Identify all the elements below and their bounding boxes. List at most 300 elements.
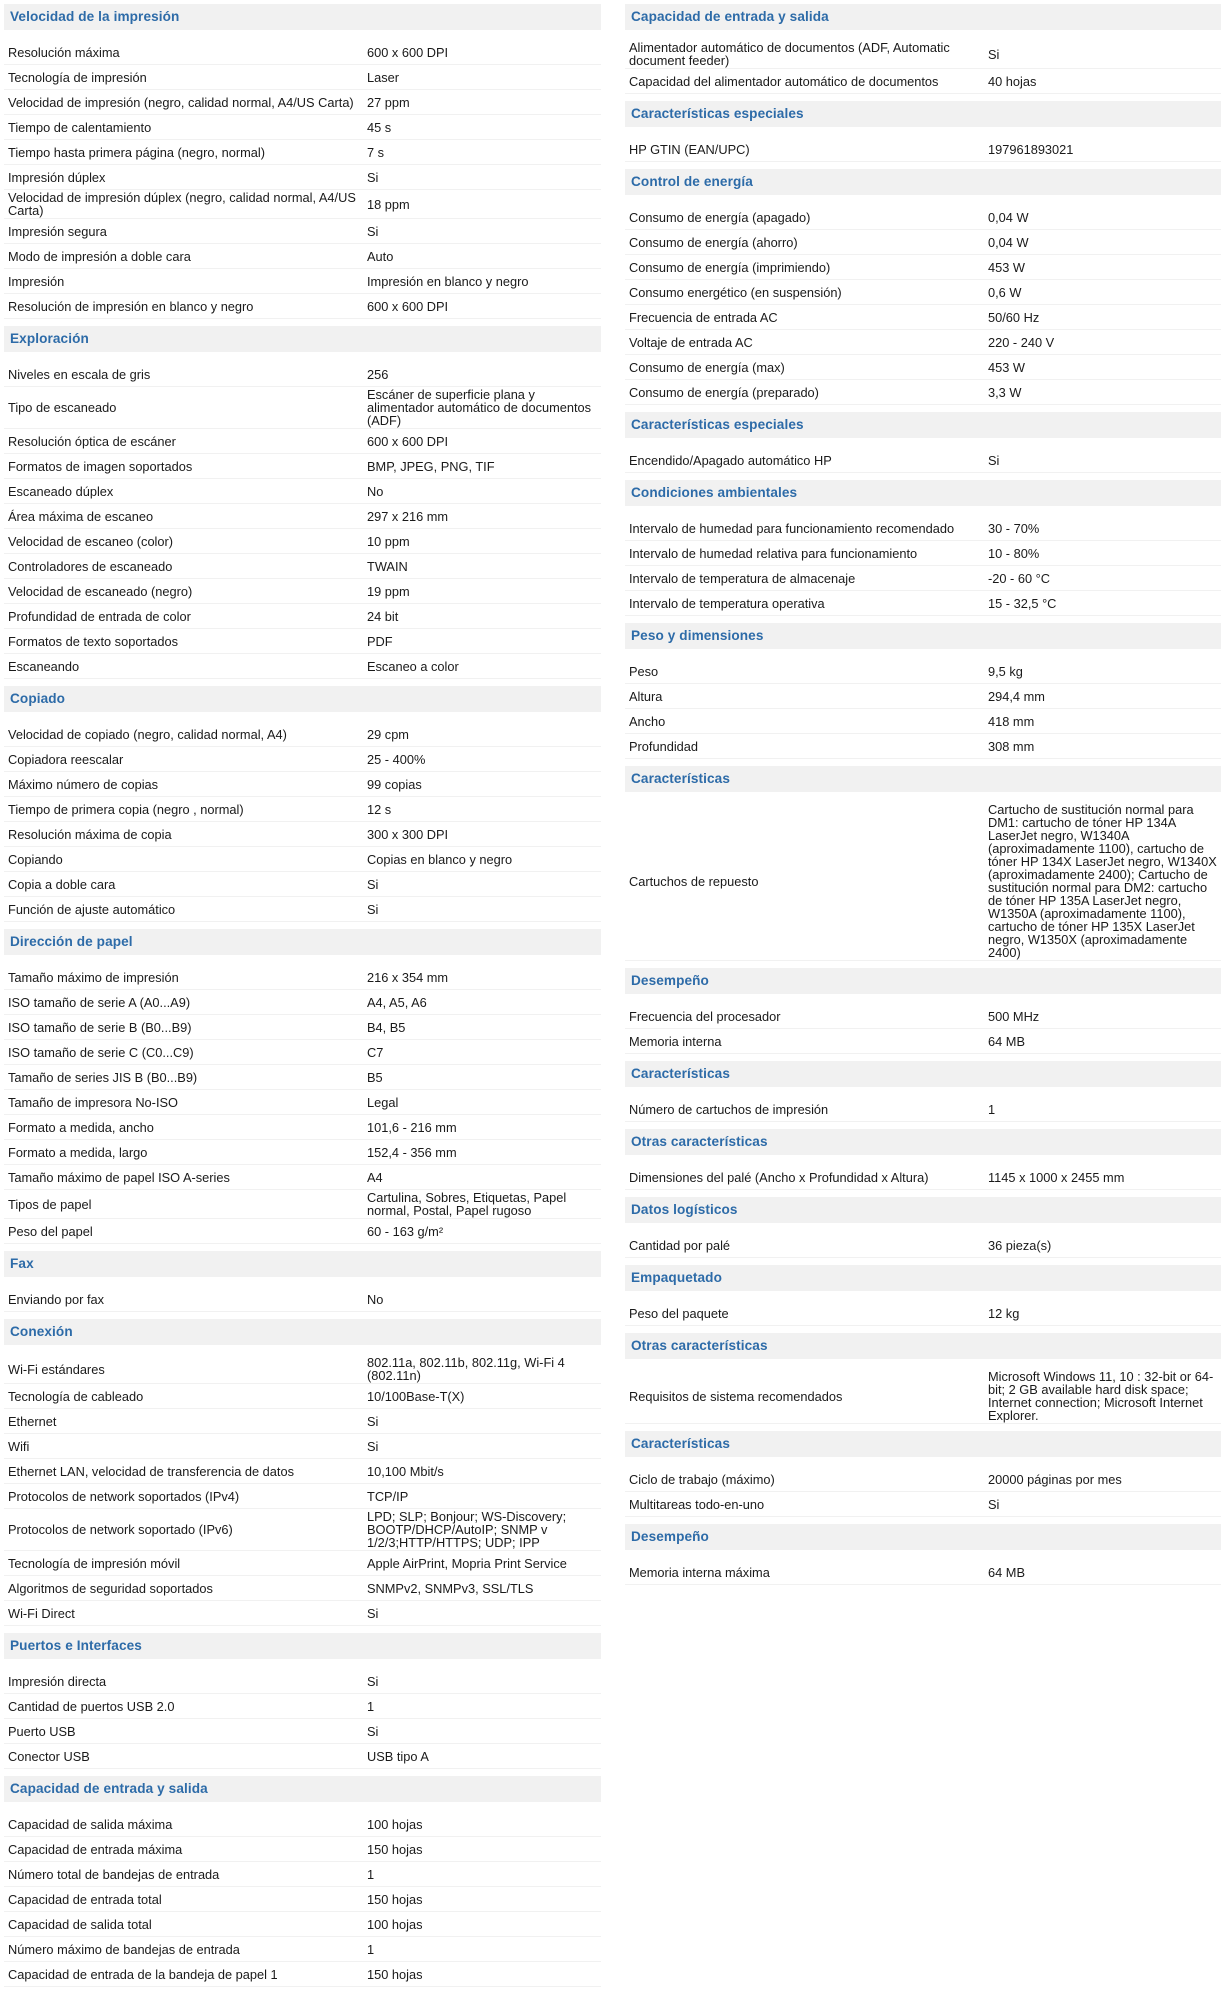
section-title: Empaquetado	[625, 1265, 1221, 1291]
section-title: Dirección de papel	[4, 929, 601, 955]
spec-row	[625, 1492, 1221, 1517]
spec-label: Intervalo de humedad para funcionamiento recomendado	[629, 520, 955, 536]
spec-value: 24 bit	[367, 608, 399, 624]
spec-label: Función de ajuste automático	[8, 901, 176, 917]
spec-value: 50/60 Hz	[988, 309, 1040, 325]
spec-row	[4, 1812, 601, 1837]
spec-value: Microsoft Windows 11, 10 : 32-bit or 64-bit; 2 GB available hard disk space; Internet connection; Microsoft Internet Explorer.	[988, 1369, 1214, 1423]
spec-row	[4, 1409, 601, 1434]
spec-label: Tecnología de cableado	[8, 1388, 144, 1404]
spec-value: 10 - 80%	[988, 545, 1040, 561]
spec-label: Capacidad de entrada total	[8, 1891, 162, 1907]
spec-value: PDF	[367, 633, 393, 649]
spec-row	[4, 965, 601, 990]
spec-value: 1	[367, 1698, 375, 1714]
spec-value: A4, A5, A6	[367, 994, 427, 1010]
spec-value: 294,4 mm	[988, 688, 1045, 704]
spec-row	[625, 1560, 1221, 1585]
spec-row	[625, 709, 1221, 734]
spec-value: 1	[367, 1866, 375, 1882]
spec-row	[625, 516, 1221, 541]
spec-row	[4, 1219, 601, 1244]
spec-section	[625, 169, 1221, 405]
spec-label: Wi-Fi estándares	[8, 1361, 105, 1377]
spec-row	[4, 362, 601, 387]
spec-row	[4, 1576, 601, 1601]
spec-label: Velocidad de impresión dúplex (negro, calidad normal, A4/US Carta)	[8, 190, 356, 218]
section-title: Exploración	[4, 326, 601, 352]
spec-label: Capacidad de salida máxima	[8, 1816, 173, 1832]
spec-label: Número total de bandejas de entrada	[8, 1866, 220, 1882]
spec-value: No	[367, 1291, 384, 1307]
spec-row	[4, 90, 601, 115]
spec-value: 27 ppm	[367, 94, 410, 110]
spec-row	[4, 847, 601, 872]
spec-section	[625, 480, 1221, 616]
spec-label: Tamaño máximo de papel ISO A-series	[8, 1169, 230, 1185]
spec-value: Si	[367, 223, 379, 239]
spec-row	[4, 554, 601, 579]
spec-value: 12 kg	[988, 1305, 1020, 1321]
spec-row	[625, 1301, 1221, 1326]
section-title: Características especiales	[625, 101, 1221, 127]
spec-row	[4, 897, 601, 922]
spec-row	[4, 1862, 601, 1887]
spec-row	[4, 1190, 601, 1219]
spec-label: ISO tamaño de serie A (A0...A9)	[8, 994, 191, 1010]
spec-value: A4	[367, 1169, 383, 1185]
spec-label: Peso	[629, 663, 659, 679]
spec-value: Cartulina, Sobres, Etiquetas, Papel normal, Postal, Papel rugoso	[367, 1190, 567, 1218]
spec-value: Auto	[367, 248, 394, 264]
section-title: Desempeño	[625, 1524, 1221, 1550]
spec-label: Velocidad de copiado (negro, calidad normal, A4)	[8, 726, 287, 742]
spec-value: Si	[367, 169, 379, 185]
spec-value: Si	[988, 46, 1000, 62]
spec-row	[625, 1029, 1221, 1054]
spec-value: 100 hojas	[367, 1916, 423, 1932]
spec-value: 150 hojas	[367, 1891, 423, 1907]
spec-value: No	[367, 483, 384, 499]
spec-label: Conector USB	[8, 1748, 90, 1764]
spec-value: Laser	[367, 69, 400, 85]
spec-row	[625, 305, 1221, 330]
spec-row	[4, 387, 601, 429]
spec-label: Frecuencia de entrada AC	[629, 309, 778, 325]
spec-row	[4, 747, 601, 772]
spec-label: Requisitos de sistema recomendados	[629, 1388, 843, 1404]
spec-row	[4, 1459, 601, 1484]
spec-section	[625, 1061, 1221, 1122]
section-title: Fax	[4, 1251, 601, 1277]
spec-value: SNMPv2, SNMPv3, SSL/TLS	[367, 1580, 534, 1596]
spec-value: 418 mm	[988, 713, 1035, 729]
spec-label: Alimentador automático de documentos (ADF, Automatic document feeder)	[629, 40, 950, 68]
spec-row	[4, 1115, 601, 1140]
spec-row	[4, 65, 601, 90]
spec-column-left	[4, 4, 601, 1994]
spec-value: 100 hojas	[367, 1816, 423, 1832]
spec-row	[625, 330, 1221, 355]
spec-value: -20 - 60 °C	[988, 570, 1051, 586]
spec-value: 802.11a, 802.11b, 802.11g, Wi-Fi 4 (802.11n)	[367, 1355, 565, 1383]
spec-value: 10,100 Mbit/s	[367, 1463, 444, 1479]
spec-label: Niveles en escala de gris	[8, 366, 151, 382]
spec-value: 25 - 400%	[367, 751, 426, 767]
spec-row	[625, 1004, 1221, 1029]
spec-row	[4, 604, 601, 629]
spec-label: Velocidad de escaneado (negro)	[8, 583, 193, 599]
spec-row	[4, 822, 601, 847]
spec-row	[4, 1962, 601, 1987]
spec-row	[625, 205, 1221, 230]
spec-row	[4, 1601, 601, 1626]
spec-label: Copia a doble cara	[8, 876, 116, 892]
spec-value: Si	[367, 901, 379, 917]
section-title: Puertos e Interfaces	[4, 1633, 601, 1659]
spec-label: Consumo de energía (apagado)	[629, 209, 811, 225]
spec-value: Si	[367, 1605, 379, 1621]
spec-label: Capacidad de entrada máxima	[8, 1841, 183, 1857]
spec-row	[4, 479, 601, 504]
spec-label: Velocidad de impresión (negro, calidad normal, A4/US Carta)	[8, 94, 354, 110]
spec-row	[4, 1694, 601, 1719]
spec-label: Resolución de impresión en blanco y negro	[8, 298, 254, 314]
spec-row	[4, 629, 601, 654]
spec-row	[4, 1912, 601, 1937]
spec-section	[4, 1319, 601, 1626]
spec-row	[4, 797, 601, 822]
spec-value: 10 ppm	[367, 533, 410, 549]
spec-label: Formatos de texto soportados	[8, 633, 179, 649]
spec-value: 1145 x 1000 x 2455 mm	[988, 1169, 1125, 1185]
spec-row	[4, 1287, 601, 1312]
spec-label: Consumo energético (en suspensión)	[629, 284, 842, 300]
spec-row	[4, 1744, 601, 1769]
spec-value: 453 W	[988, 359, 1025, 375]
spec-label: Tiempo de primera copia (negro , normal)	[8, 801, 244, 817]
spec-label: Cantidad por palé	[629, 1237, 731, 1253]
spec-value: 150 hojas	[367, 1841, 423, 1857]
spec-value: 15 - 32,5 °C	[988, 595, 1057, 611]
spec-label: Intervalo de temperatura operativa	[629, 595, 825, 611]
spec-row	[625, 280, 1221, 305]
spec-row	[625, 380, 1221, 405]
section-title: Peso y dimensiones	[625, 623, 1221, 649]
spec-row	[4, 1719, 601, 1744]
spec-label: Máximo número de copias	[8, 776, 159, 792]
spec-value: Impresión en blanco y negro	[367, 273, 529, 289]
spec-value: 300 x 300 DPI	[367, 826, 449, 842]
section-title: Desempeño	[625, 968, 1221, 994]
spec-section	[4, 4, 601, 319]
spec-label: Tamaño máximo de impresión	[8, 969, 179, 985]
section-title: Copiado	[4, 686, 601, 712]
spec-row	[4, 1509, 601, 1551]
spec-row	[4, 269, 601, 294]
spec-row	[625, 448, 1221, 473]
spec-label: Multitareas todo-en-uno	[629, 1496, 765, 1512]
spec-label: Altura	[629, 688, 663, 704]
spec-label: Tipos de papel	[8, 1196, 92, 1212]
spec-label: Peso del paquete	[629, 1305, 729, 1321]
spec-value: 600 x 600 DPI	[367, 44, 449, 60]
section-title: Capacidad de entrada y salida	[4, 1776, 601, 1802]
spec-section	[625, 968, 1221, 1054]
spec-label: Tiempo de calentamiento	[8, 119, 152, 135]
spec-row	[4, 1015, 601, 1040]
spec-value: Copias en blanco y negro	[367, 851, 513, 867]
spec-label: Protocolos de network soportado (IPv6)	[8, 1522, 233, 1537]
spec-value: 0,04 W	[988, 234, 1029, 250]
spec-label: Tamaño de impresora No-ISO	[8, 1094, 178, 1110]
spec-row	[625, 1369, 1221, 1424]
spec-label: Tipo de escaneado	[8, 400, 117, 415]
spec-row	[4, 1065, 601, 1090]
spec-label: Consumo de energía (preparado)	[629, 384, 819, 400]
spec-value: 64 MB	[988, 1033, 1025, 1049]
spec-row	[625, 566, 1221, 591]
spec-label: Puerto USB	[8, 1723, 76, 1739]
spec-label: Tecnología de impresión móvil	[8, 1555, 181, 1571]
spec-label: Voltaje de entrada AC	[629, 334, 753, 350]
spec-label: Ethernet	[8, 1413, 57, 1429]
spec-value: 308 mm	[988, 738, 1035, 754]
spec-row	[4, 529, 601, 554]
spec-label: Peso del papel	[8, 1223, 93, 1239]
spec-value: 99 copias	[367, 776, 422, 792]
spec-row	[4, 40, 601, 65]
spec-label: Capacidad del alimentador automático de documentos	[629, 73, 939, 89]
spec-value: 20000 páginas por mes	[988, 1471, 1122, 1487]
spec-row	[4, 722, 601, 747]
spec-label: Impresión dúplex	[8, 169, 106, 185]
spec-value: TWAIN	[367, 558, 408, 574]
spec-value: BMP, JPEG, PNG, TIF	[367, 458, 495, 474]
spec-label: Resolución máxima de copia	[8, 826, 172, 842]
spec-row	[4, 1551, 601, 1576]
spec-value: Legal	[367, 1094, 399, 1110]
spec-value: 1	[367, 1941, 375, 1957]
spec-section	[625, 623, 1221, 759]
spec-value: 10/100Base-T(X)	[367, 1388, 465, 1404]
spec-value: Si	[367, 1413, 379, 1429]
spec-label: Ciclo de trabajo (máximo)	[629, 1471, 775, 1487]
spec-row	[625, 734, 1221, 759]
spec-label: Número máximo de bandejas de entrada	[8, 1941, 240, 1957]
spec-label: Memoria interna	[629, 1033, 722, 1049]
spec-section	[625, 412, 1221, 473]
spec-label: Tiempo hasta primera página (negro, normal)	[8, 144, 266, 160]
spec-value: LPD; SLP; Bonjour; WS-Discovery; BOOTP/DHCP/AutoIP; SNMP v 1/2/3;HTTP/HTTPS; UDP; IPP	[367, 1509, 567, 1550]
spec-row	[4, 140, 601, 165]
spec-row	[625, 541, 1221, 566]
spec-value: Cartucho de sustitución normal para DM1: cartucho de tóner HP 134A LaserJet negro, W1340A (aproximadamente 1100), cartucho de tóner HP 134X LaserJet negro, W1340X (aproximadamente 2400); Cartucho de sustitución normal para DM2: cartucho de tóner HP 135A LaserJet negro, W1350A (aproximadamente 1100), cartucho de tóner HP 135X LaserJet negro, W1350X (aproximadamente 2400)	[988, 802, 1217, 960]
spec-value: 500 MHz	[988, 1008, 1040, 1024]
spec-value: Si	[988, 452, 1000, 468]
spec-section	[4, 929, 601, 1244]
spec-value: 0,6 W	[988, 284, 1022, 300]
spec-row	[4, 772, 601, 797]
spec-value: 1	[988, 1101, 996, 1117]
section-title: Velocidad de la impresión	[4, 4, 601, 30]
spec-row	[625, 659, 1221, 684]
spec-row	[4, 1484, 601, 1509]
spec-label: Wi-Fi Direct	[8, 1605, 75, 1621]
spec-label: Tamaño de series JIS B (B0...B9)	[8, 1069, 198, 1085]
spec-value: Escáner de superficie plana y alimentador automático de documentos (ADF)	[367, 387, 592, 428]
spec-row	[625, 355, 1221, 380]
spec-label: Ancho	[629, 713, 666, 729]
section-title: Capacidad de entrada y salida	[625, 4, 1221, 30]
spec-label: Protocolos de network soportados (IPv4)	[8, 1488, 240, 1504]
spec-label: Formatos de imagen soportados	[8, 458, 193, 474]
spec-label: Encendido/Apagado automático HP	[629, 452, 832, 468]
spec-label: Consumo de energía (ahorro)	[629, 234, 798, 250]
spec-label: Controladores de escaneado	[8, 558, 173, 574]
spec-section	[625, 766, 1221, 961]
spec-value: Si	[988, 1496, 1000, 1512]
spec-label: Impresión	[8, 273, 65, 289]
spec-section	[4, 1776, 601, 1987]
section-title: Otras características	[625, 1333, 1221, 1359]
spec-value: 600 x 600 DPI	[367, 298, 449, 314]
spec-label: Área máxima de escaneo	[8, 508, 154, 524]
spec-label: Formato a medida, ancho	[8, 1119, 154, 1135]
spec-label: Velocidad de escaneo (color)	[8, 533, 174, 549]
spec-label: Enviando por fax	[8, 1291, 105, 1307]
spec-value: 29 cpm	[367, 726, 409, 742]
spec-row	[625, 1233, 1221, 1258]
spec-row	[625, 684, 1221, 709]
spec-value: Si	[367, 1673, 379, 1689]
spec-value: 220 - 240 V	[988, 334, 1055, 350]
spec-row	[625, 255, 1221, 280]
spec-section	[4, 1251, 601, 1312]
section-title: Control de energía	[625, 169, 1221, 195]
spec-value: 64 MB	[988, 1564, 1025, 1580]
spec-label: Resolución máxima	[8, 44, 120, 60]
spec-label: Profundidad de entrada de color	[8, 608, 191, 624]
spec-label: Cartuchos de repuesto	[629, 873, 759, 889]
spec-row	[4, 579, 601, 604]
spec-row	[625, 1097, 1221, 1122]
spec-value: 30 - 70%	[988, 520, 1040, 536]
spec-value: 45 s	[367, 119, 392, 135]
spec-label: Copiadora reescalar	[8, 751, 124, 767]
spec-label: Memoria interna máxima	[629, 1564, 770, 1580]
spec-label: Frecuencia del procesador	[629, 1008, 781, 1024]
spec-value: Escaneo a color	[367, 658, 459, 674]
spec-label: Intervalo de humedad relativa para funcionamiento	[629, 545, 918, 561]
spec-value: B4, B5	[367, 1019, 406, 1035]
spec-row	[4, 1090, 601, 1115]
spec-row	[4, 294, 601, 319]
spec-value: 297 x 216 mm	[367, 508, 449, 524]
spec-label: Copiando	[8, 851, 63, 867]
spec-section	[4, 1633, 601, 1769]
spec-row	[4, 115, 601, 140]
spec-section	[625, 1524, 1221, 1585]
spec-row	[4, 1355, 601, 1384]
spec-section	[625, 101, 1221, 162]
section-title: Características	[625, 1431, 1221, 1457]
spec-label: Modo de impresión a doble cara	[8, 248, 191, 264]
spec-section	[625, 1431, 1221, 1517]
spec-row	[625, 230, 1221, 255]
spec-label: Formato a medida, largo	[8, 1144, 148, 1160]
section-title: Características	[625, 766, 1221, 792]
spec-row	[4, 1837, 601, 1862]
spec-row	[4, 190, 601, 219]
spec-label: Algoritmos de seguridad soportados	[8, 1580, 213, 1596]
spec-row	[4, 165, 601, 190]
spec-label: ISO tamaño de serie C (C0...C9)	[8, 1044, 194, 1060]
spec-value: 453 W	[988, 259, 1025, 275]
spec-section	[625, 1265, 1221, 1326]
spec-value: 12 s	[367, 801, 392, 817]
spec-value: C7	[367, 1044, 384, 1060]
spec-label: Wifi	[8, 1438, 30, 1454]
spec-value: 216 x 354 mm	[367, 969, 449, 985]
spec-value: 150 hojas	[367, 1966, 423, 1982]
section-title: Condiciones ambientales	[625, 480, 1221, 506]
spec-value: 19 ppm	[367, 583, 410, 599]
spec-label: Dimensiones del palé (Ancho x Profundidad x Altura)	[629, 1169, 929, 1185]
spec-row	[4, 1384, 601, 1409]
section-title: Características	[625, 1061, 1221, 1087]
spec-row	[4, 990, 601, 1015]
spec-row	[4, 1887, 601, 1912]
spec-column-right	[625, 4, 1221, 1592]
spec-row	[625, 591, 1221, 616]
spec-row	[4, 1669, 601, 1694]
spec-label: Resolución óptica de escáner	[8, 433, 176, 449]
spec-label: Escaneado dúplex	[8, 483, 114, 499]
spec-row	[625, 1165, 1221, 1190]
spec-value: 60 - 163 g/m²	[367, 1223, 444, 1239]
spec-value: 7 s	[367, 144, 385, 160]
spec-label: Tecnología de impresión	[8, 69, 147, 85]
spec-label: Cantidad de puertos USB 2.0	[8, 1698, 175, 1714]
spec-value: 600 x 600 DPI	[367, 433, 449, 449]
spec-section	[625, 4, 1221, 94]
spec-label: Impresión segura	[8, 223, 107, 239]
spec-value: USB tipo A	[367, 1748, 429, 1764]
spec-value: 3,3 W	[988, 384, 1022, 400]
spec-value: 18 ppm	[367, 196, 410, 212]
spec-label: Consumo de energía (imprimiendo)	[629, 259, 831, 275]
spec-row	[4, 504, 601, 529]
spec-row	[625, 802, 1221, 961]
spec-section	[625, 1197, 1221, 1258]
spec-row	[4, 429, 601, 454]
spec-value: 0,04 W	[988, 209, 1029, 225]
spec-label: Consumo de energía (max)	[629, 359, 785, 375]
spec-label: Impresión directa	[8, 1673, 107, 1689]
spec-row	[4, 1140, 601, 1165]
section-title: Características especiales	[625, 412, 1221, 438]
spec-label: Profundidad	[629, 738, 699, 754]
spec-row	[4, 244, 601, 269]
spec-label: Capacidad de entrada de la bandeja de papel 1	[8, 1966, 278, 1982]
spec-value: Apple AirPrint, Mopria Print Service	[367, 1555, 567, 1571]
spec-row	[4, 219, 601, 244]
section-title: Datos logísticos	[625, 1197, 1221, 1223]
spec-value: Si	[367, 1723, 379, 1739]
spec-row	[625, 69, 1221, 94]
spec-value: 197961893021	[988, 141, 1074, 157]
